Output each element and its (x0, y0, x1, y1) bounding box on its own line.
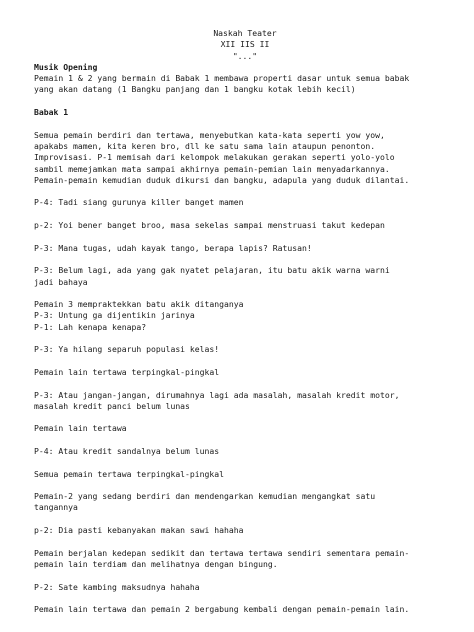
babak-heading: Babak 1 (34, 107, 69, 118)
stage-direction: Pemain lain tertawa terpingkal-pingkal (34, 366, 220, 377)
dialogue-line: P-3: Ya hilang separuh populasi kelas! (34, 344, 220, 355)
stage-direction: Pemain lain tertawa dan pemain 2 bergabung kembali dengan pemain-pemain lain. (34, 604, 410, 615)
paragraph: Semua pemain berdiri dan tertawa, menyebutkan kata-kata seperti yow yow, apakabs mamen, kita keren bro, dll ke satu sama lain ataupun penonton. Improvisasi. P-1 memisah dari kelompok melakukan gerakan seperti yolo-yolo sambil memejamkan mata sampai akhirnya pemain-pemian lain menyadarkannya. Pemain-pemain kemudian duduk dikursi dan bangku, adapula yang duduk dilantai. (34, 129, 410, 185)
dialogue-line: p-2: Dia pasti kebanyakan makan sawi hahaha (34, 525, 244, 536)
musik-opening-heading: Musik Opening (34, 61, 98, 72)
stage-direction: Pemain berjalan kedepan sedikit dan tertawa tertawa sendiri sementara pemain- pemain lain terdiam dan melihatnya dengan bingung. (34, 547, 410, 569)
dialogue-line: P-2: Sate kambing maksudnya hahaha (34, 581, 200, 592)
class-name: XII IIS II (220, 39, 270, 50)
dialogue-line: p-2: Yoi bener banget broo, masa sekelas sampai menstruasi takut kedepan (34, 220, 385, 231)
script-title: Naskah Teater (213, 28, 277, 38)
stage-direction: Pemain-2 yang sedang berdiri dan mendengarkan kemudian mengangkat satu tangannya (34, 491, 376, 513)
dialogue-block: Pemain 3 mempraktekkan batu akik ditanganya P-3: Untung ga dijentikin jarinya P-1: Lah kenapa kenapa? (34, 299, 244, 332)
stage-direction: Pemain lain tertawa (34, 423, 127, 434)
dialogue-line: P-3: Mana tugas, udah kayak tango, berapa lapis? Ratusan! (34, 242, 312, 253)
dialogue-line: P-4: Tadi siang gurunya killer banget mamen (34, 197, 244, 208)
stage-direction: Semua pemain tertawa terpingkal-pingkal (34, 468, 225, 479)
dialogue-line: P-4: Atau kredit sandalnya belum lunas (34, 445, 220, 456)
script-header (42, 28, 448, 62)
play-title: "..." (232, 50, 258, 61)
musik-opening-text: Pemain 1 & 2 yang bermain di Babak 1 membawa properti dasar untuk semua babak yang akan datang (1 Bangku panjang dan 1 bangku kotak lebih kecil) (34, 73, 410, 95)
dialogue-line: P-3: Atau jangan-jangan, dirumahnya lagi ada masalah, masalah kredit motor, masalah kredit panci belum lunas (34, 389, 400, 411)
dialogue-line: P-3: Belum lagi, ada yang gak nyatet pelajaran, itu batu akik warna warni jadi bahaya (34, 265, 390, 287)
